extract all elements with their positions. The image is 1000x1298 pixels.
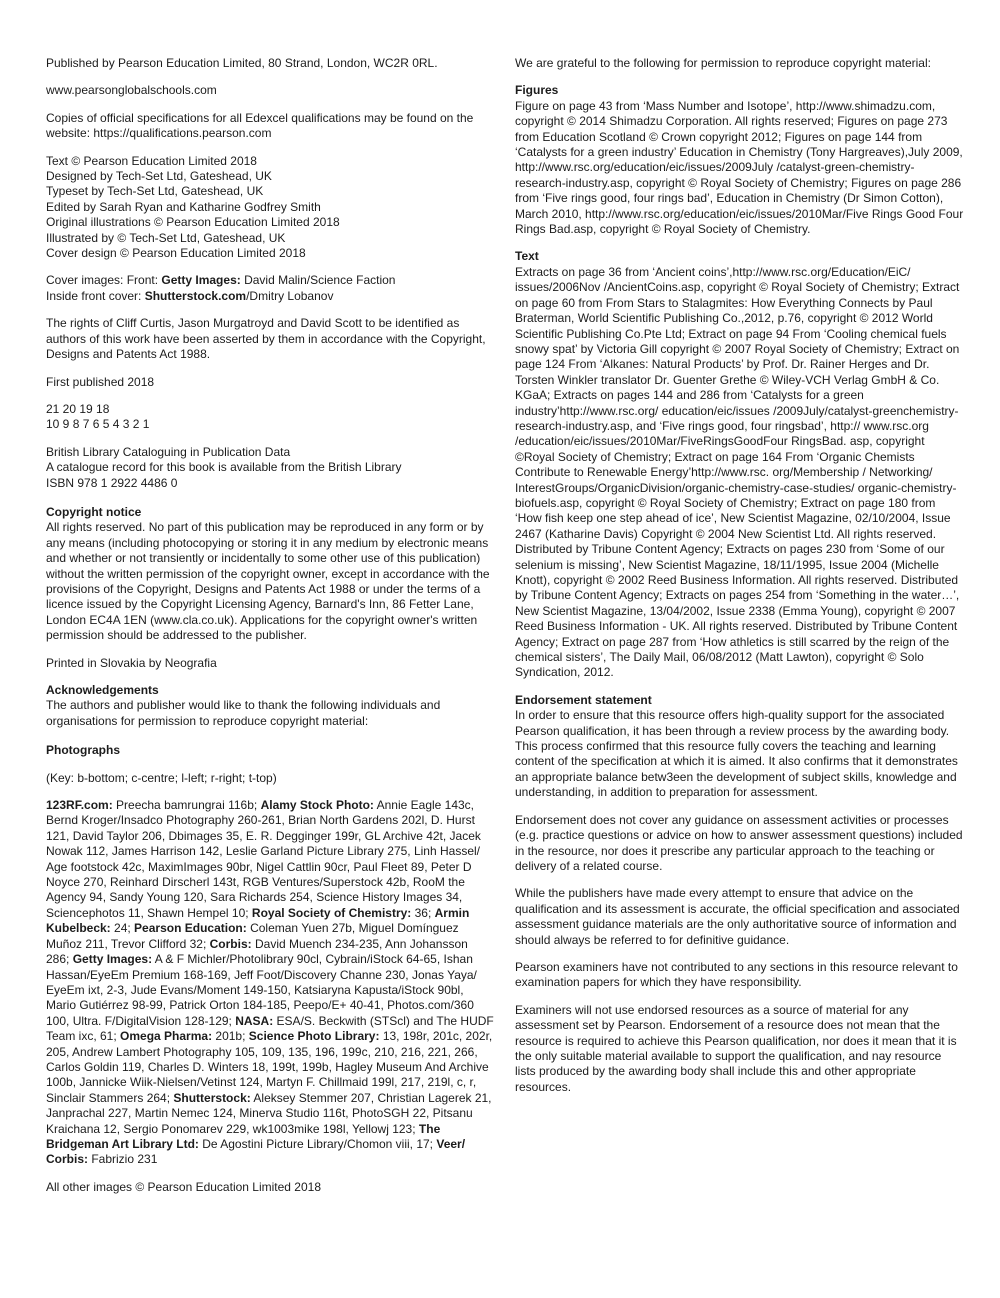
first-published: First published 2018 <box>46 374 155 389</box>
cover-inside-label: Inside front cover: <box>46 288 145 303</box>
photo-credit-source: Alamy Stock Photo: <box>260 798 374 813</box>
photo-credit-text: Coleman Yuen 27b, Miguel Domínguez Muñoz 211, Trevor Clifford 32; <box>46 921 459 951</box>
photo-credit-source: Science Photo Library: <box>248 1029 380 1044</box>
acknowledgements-heading: Acknowledgements <box>46 683 159 697</box>
photo-credit-source: Armin Kubelbeck: <box>46 905 470 936</box>
photographs-heading: Photographs <box>46 743 120 758</box>
right-column <box>515 56 965 1095</box>
endorsement-paragraph: Examiners will not use endorsed resources as a source of material for any assessment set by Pearson. Endorsement of a resource does not mean that the resource is required to achieve this Pearson qualification, nor does it mean that it is the only suitable material available to support the qualification, and nay resource lists produced by the awarding body shall include this and other appropriate resources. <box>515 1002 957 1094</box>
endorsement-paragraph: Endorsement does not cover any guidance on assessment activities or processes (e.g. practice questions or advice on how to answer assessment questions) included in the resource, nor does it prescribe any particular approach to the teaching or delivery of a related course. <box>515 812 963 873</box>
photo-credit-source: 123RF.com: <box>46 798 113 813</box>
photo-credit-text: Fabrizio 231 <box>88 1152 158 1167</box>
credit-line: Cover design © Pearson Education Limited 2018 <box>46 246 306 261</box>
acknowledgements-text: The authors and publisher would like to thank the following individuals and organisations for permission to reproduce copyright material: <box>46 698 441 728</box>
endorsement-paragraph: Pearson examiners have not contributed to any sections in this resource relevant to examination papers for which they have responsibility. <box>515 959 958 990</box>
cover-inside-text: /Dmitry Lobanov <box>246 288 334 303</box>
credit-line: Typeset by Tech-Set Ltd, Gateshead, UK <box>46 184 264 199</box>
photo-credit-text: 36; <box>411 905 435 920</box>
photo-credit-source: Shutterstock: <box>173 1090 251 1105</box>
cover-inside-credit <box>46 289 494 304</box>
copyright-notice-text: All rights reserved. No part of this publication may be reproduced in any form or by any means (including photocopying or storing it in any medium by electronic means and whether or not transiently or incidentally to some other use of this publication) without the written permission of the copyright owner, except in accordance with the provisions of the Copyright, Designs and Patents Act 1988 or under the terms of a licence issued by the Copyright Licensing Agency, Barnard's Inn, 86 Fetter Lane, London EC4A 1EN (www.cla.co.uk). Applications for the copyright owner's written permission should be addressed to the publisher. <box>46 520 490 643</box>
cover-front-text: David Malin/Science Faction <box>240 273 396 288</box>
cover-image-credits <box>46 273 494 304</box>
isbn: ISBN 978 1 2922 4486 0 <box>46 475 178 490</box>
photo-credit-text: Annie Eagle 143c, Bernd Kroger/Insadco Photography 260-261, Brian North Gardens 202l, D. Hurst 121, David Taylor 206, Dbimages 35, E. R. Degginger 199r, GL Archive 42t, Jacek Nowak 112, James Harrison 142, Leslie Garland Picture Library 275, Linh Hassel/ Age footstock 42c, MaximImages 90br, Nigel Cattlin 90cr, Paul Fleet 89, Peter D Noyce 270, Reinhard Dirscherl 143t, RGB Ventures/Superstock 42b, RooM the Agency 94, Sandy Young 120, Sara Richards 254, Science History Images 34, Sciencephotos 11, Shawn Hempel 10; <box>46 798 481 920</box>
cover-front-label: Cover images: Front: <box>46 273 162 288</box>
production-credits <box>46 154 494 262</box>
specifications-note: Copies of official specifications for all Edexcel qualifications may be found on the website: https://qualifications.pearson.com <box>46 110 474 141</box>
photo-credit-text: De Agostini Picture Library/Chomon viii, 17; <box>198 1136 437 1151</box>
photo-credit-text: David Muench 234-235, Ann Johansson 286; <box>46 936 468 967</box>
photo-credit-text: 201b; <box>212 1029 249 1044</box>
cataloguing-line: British Library Cataloguing in Publication Data <box>46 444 291 459</box>
print-line <box>46 402 494 433</box>
print-years: 21 20 19 18 <box>46 401 110 416</box>
photo-credit-text: Preecha bamrungrai 116b; <box>112 798 261 813</box>
credit-line: Illustrated by © Tech-Set Ltd, Gateshead, UK <box>46 230 286 245</box>
photo-credit-source: Pearson Education: <box>134 921 247 936</box>
endorsement-paragraph: While the publishers have made every attempt to ensure that advice on the qualification and its assessment is accurate, the official specification and associated assessment guidance materials are the only authoritative source of information and should always be referred to for definitive guidance. <box>515 886 960 947</box>
cover-inside-source: Shutterstock.com <box>144 288 247 303</box>
photo-credit-source: Royal Society of Chemistry: <box>251 905 412 920</box>
photo-credit-text: 13, 198r, 201c, 202r, 205, Andrew Lambert Photography 105, 109, 135, 196, 199c, 210, 216, 221, 266, Carlos Goldin 119, Charles D. Winters 18, 199t, 199b, Hagley Museum And Archive 100b, Jannicke Wiik-Nielsen/Vetinst 124, Martyn F. Chillmaid 199l, 217, 219l, c, r, Sinclair Stammers 264; <box>46 1029 493 1105</box>
credit-line: Designed by Tech-Set Ltd, Gateshead, UK <box>46 169 272 184</box>
photo-credit-text: Aleksey Stemmer 207, Christian Lagerek 21, Janprachal 227, Martin Nemec 124, Minerva Studio 116t, PhotoSGH 22, Pitsanu Kraichana 12, Sergio Ponomarev 229, wk1003mike 198l, Yellowj 123; <box>46 1090 492 1136</box>
photo-credits <box>46 798 494 1168</box>
photo-credit-source: Corbis: <box>209 936 252 951</box>
text-permissions: Extracts on page 36 from ‘Ancient coins’,http://www.rsc.org/Education/EiC/ issues/2006Nov /AncientCoins.asp, copyright © Royal Society of Chemistry; Extract on page 60 from From Stars to Stalagmites: How Everything Connects by Paul Braterman, World Scientific Publishing Co.,2012, p.76, copyright © 2012 World Scientific Publishing Co.Pte Ltd; Extract on page 94 From ‘Cooling chemical fuels snowy spat’ by Victoria Gill copyright © 2007 Royal Society of Chemistry; Extract on page 124 From ‘Alkanes: Natural Products’ by Prof. Dr. Rainer Herges and Dr. Torsten Winkler translator Dr. Guenter Grethe © Wiley-VCH Verlag GmbH & Co. KGaA; Extracts on pages 144 and 286 from ‘Catalysts for a green industry’http://www.rsc.org/ education/eic/issues /2009July/catalyst-greenchemistry-research-industry.asp, and ‘Five rings good, four ringsbad’, http:// www.rsc.org /education/eic/issues/2010Mar/FiveRingsGoodFour RingsBad. asp, copyright ©Royal Society of Chemistry; Extract on page 164 From ‘Organic Chemists Contribute to Renewable Energy’http://www.rsc. org/Membership / Networking/ InterestGroups/OrganicDivision/organic-chemistry-case-studies/ organic-chemistry-biofuels.asp, copyright © Royal Society of Chemistry; Extract on page 180 from ‘How fish keep one step ahead of ice’, New Scientist Magazine, 02/10/2004, Issue 2467 (Katharine Davis) Copyright © 2004 New Scientist Ltd. All rights reserved. Distributed by Tribune Content Agency; Extracts on pages 230 from ‘Some of our selenium is missing’, New Scientist Magazine, 18/11/1995, Issue 2004 (Michelle Knott), copyright © 2002 Reed Business Information. All rights reserved. Distributed by Tribune Content Agency; Extracts on pages 254 from ‘Something in the water…’, New Scientist Magazine, 13/04/2002, Issue 2338 (Emma Young), copyright © 2007 Reed Business Information - UK. All rights reserved. Distributed by Tribune Content Agency; Extract on page 287 from ‘How athletics is still scarred by the reign of the chemical sisters’, The Daily Mail, 06/08/2012 (Matt Lawton), copyright © Solo Syndication, 2012. <box>515 264 960 680</box>
photo-credit-text: 24; <box>110 921 135 936</box>
copyright-notice-heading: Copyright notice <box>46 504 142 519</box>
permissions-intro: We are grateful to the following for permission to reproduce copyright material: <box>515 56 931 70</box>
other-images-credit: All other images © Pearson Education Limited 2018 <box>46 1179 321 1194</box>
photo-credit-source: Omega Pharma: <box>120 1029 213 1044</box>
endorsement-heading: Endorsement statement <box>515 692 652 707</box>
photo-credit-text: A & F Michler/Photolibrary 90cl, Cybrain/iStock 64-65, Ishan Hassan/EyeEm Premium 168-169, Jeff Foot/Discovery Channe 230, Jonas Yaya/ EyeEm ixt, 2-3, Jude Evans/Moment 149-150, Katsiaryna Kapusta/iStock 90bl, Mario Gutiérrez 98-99, Patrick Orton 184-185, Peepo/E+ 40-41, Photos.com/360 100, Ultra. F/DigitalVision 128-129; <box>46 952 477 1028</box>
photo-credit-text: ESA/S. Beckwith (STScl) and The HUDF Team ixc, 61; <box>46 1013 494 1044</box>
publisher-line: Published by Pearson Education Limited, 80 Strand, London, WC2R 0RL. <box>46 56 438 70</box>
endorsement-paragraph: In order to ensure that this resource offers high-quality support for the associated Pearson qualification, it has been through a review process by the awarding body. This process confirmed that this resource fully covers the teaching and learning content of the specification at which it is aimed. It also confirms that it demonstrates an appropriate balance betw3een the development of subject skills, knowledge and understanding, in addition to preparation for assessment. <box>515 708 958 800</box>
cataloguing-line: A catalogue record for this book is available from the British Library <box>46 460 402 475</box>
print-numbers: 10 9 8 7 6 5 4 3 2 1 <box>46 417 150 432</box>
credit-line: Edited by Sarah Ryan and Katharine Godfrey Smith <box>46 199 321 214</box>
figures-heading: Figures <box>515 83 559 98</box>
cataloguing-data <box>46 445 494 491</box>
cover-front-credit <box>46 273 494 288</box>
photographs-key: (Key: b-bottom; c-centre; l-left; r-right; t-top) <box>46 770 277 785</box>
author-rights: The rights of Cliff Curtis, Jason Murgatroyd and David Scott to be identified as authors of this work have been asserted by them in accordance with the Copyright, Designs and Patents Act 1988. <box>46 316 486 362</box>
text-heading: Text <box>515 249 539 264</box>
photo-credit-source: NASA: <box>235 1013 274 1028</box>
website-link[interactable]: www.pearsonglobalschools.com <box>46 83 217 98</box>
credit-line: Text © Pearson Education Limited 2018 <box>46 153 257 168</box>
photo-credit-source: Veer/ Corbis: <box>46 1136 466 1167</box>
figures-text: Figure on page 43 from ‘Mass Number and Isotope’, http://www.shimadzu.com, copyright © 2014 Shimadzu Corporation. All rights reserved; Figures on page 273 from Education Scotland © Crown copyright 2012; Figures on page 144 from ‘Catalysts for a green industry’ Education in Chemistry (Tony Hargreaves),July 2009, http://www.rsc.org/education/eic/issues/2009July /catalyst-green-chemistry-research-industry.asp, copyright © Royal Society of Chemistry; Figures on page 286 from ‘Five rings good, four rings bad’, Education in Chemistry (Dr Simon Cotton), March 2010, http://www.rsc.org/education/eic/issues/2010Mar/Five Rings Good Four Rings Bad.asp, copyright © Royal Society of Chemistry. <box>515 98 964 237</box>
cover-front-source: Getty Images: <box>161 273 241 288</box>
left-column <box>46 56 494 1195</box>
photo-credit-source: The Bridgeman Art Library Ltd: <box>46 1121 441 1151</box>
credit-line: Original illustrations © Pearson Education Limited 2018 <box>46 215 340 230</box>
photo-credit-source: Getty Images: <box>72 952 153 967</box>
printed-in: Printed in Slovakia by Neografia <box>46 655 217 670</box>
